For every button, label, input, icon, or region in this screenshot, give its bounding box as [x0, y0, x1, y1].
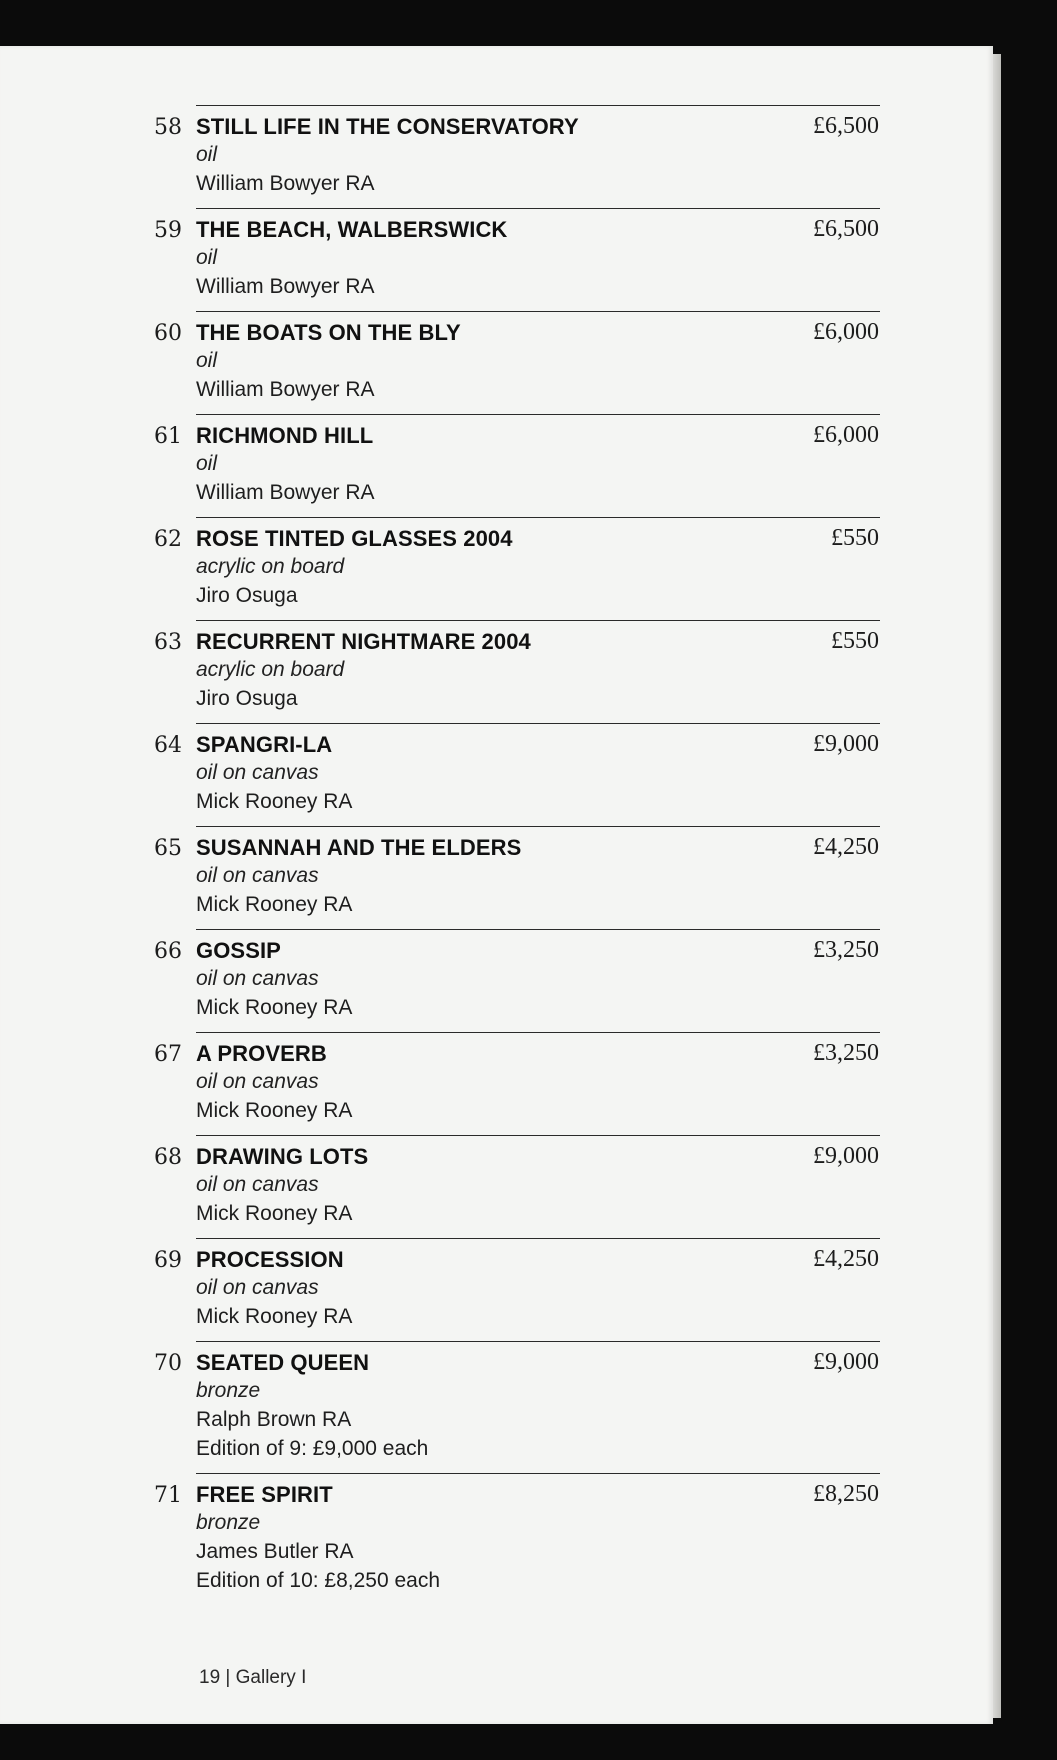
- entry-medium: oil on canvas: [196, 967, 319, 990]
- catalogue-entry: [0, 929, 993, 1032]
- entry-artist: Ralph Brown RA: [196, 1408, 352, 1431]
- entry-medium: bronze: [196, 1379, 261, 1402]
- entry-title: THE BOATS ON THE BLY: [196, 320, 461, 345]
- entry-price: £9,000: [813, 1349, 879, 1375]
- entry-title: RECURRENT NIGHTMARE 2004: [196, 629, 531, 654]
- entry-price: £4,250: [813, 1246, 879, 1272]
- entry-edition: Edition of 10: £8,250 each: [196, 1569, 441, 1592]
- catalogue-entry: [0, 1473, 993, 1604]
- entry-medium: acrylic on board: [196, 658, 345, 681]
- entry-price: £550: [831, 628, 879, 654]
- catalogue-entry: [0, 826, 993, 929]
- catalogue-entry: [0, 105, 993, 208]
- entry-price: £9,000: [813, 731, 879, 757]
- entry-price: £550: [831, 525, 879, 551]
- entry-artist: William Bowyer RA: [196, 481, 375, 504]
- entry-medium: oil on canvas: [196, 1173, 319, 1196]
- catalogue-entry: [0, 311, 993, 414]
- entry-medium: oil: [196, 246, 218, 269]
- catalogue-entry: [0, 1341, 993, 1472]
- entry-medium: oil: [196, 143, 218, 166]
- catalogue-entry: [0, 517, 993, 620]
- entry-artist: Mick Rooney RA: [196, 1202, 353, 1225]
- entry-medium: oil on canvas: [196, 1070, 319, 1093]
- entry-artist: Mick Rooney RA: [196, 1305, 353, 1328]
- divider: [196, 1032, 880, 1033]
- entry-artist: Mick Rooney RA: [196, 1099, 353, 1122]
- entry-number: 69: [154, 1248, 182, 1273]
- entry-artist: James Butler RA: [196, 1540, 354, 1563]
- entry-number: 70: [154, 1351, 182, 1376]
- entry-artist: Jiro Osuga: [196, 584, 298, 607]
- entry-number: 65: [154, 836, 182, 861]
- entry-price: £6,500: [813, 216, 879, 242]
- catalogue-entry: [0, 1238, 993, 1341]
- divider: [196, 1473, 880, 1474]
- catalogue-entry: [0, 620, 993, 723]
- entry-medium: oil: [196, 452, 218, 475]
- entry-title: RICHMOND HILL: [196, 423, 374, 448]
- entry-number: 59: [154, 218, 182, 243]
- entry-price: £9,000: [813, 1143, 879, 1169]
- divider: [196, 723, 880, 724]
- entry-number: 66: [154, 939, 182, 964]
- entry-number: 63: [154, 630, 182, 655]
- entry-title: SUSANNAH AND THE ELDERS: [196, 835, 522, 860]
- entry-title: SPANGRI-LA: [196, 732, 333, 757]
- entry-title: STILL LIFE IN THE CONSERVATORY: [196, 114, 579, 139]
- entry-medium: oil on canvas: [196, 1276, 319, 1299]
- divider: [196, 1238, 880, 1239]
- entry-price: £6,000: [813, 422, 879, 448]
- divider: [196, 517, 880, 518]
- entry-artist: Mick Rooney RA: [196, 893, 353, 916]
- entry-artist: Mick Rooney RA: [196, 996, 353, 1019]
- entry-number: 61: [154, 424, 182, 449]
- entry-number: 60: [154, 321, 182, 346]
- entry-price: £3,250: [813, 1040, 879, 1066]
- entry-number: 62: [154, 527, 182, 552]
- entry-price: £3,250: [813, 937, 879, 963]
- entry-medium: acrylic on board: [196, 555, 345, 578]
- entry-title: THE BEACH, WALBERSWICK: [196, 217, 508, 242]
- entry-artist: Jiro Osuga: [196, 687, 298, 710]
- catalogue-entry: [0, 1032, 993, 1135]
- divider: [196, 105, 880, 106]
- entry-price: £8,250: [813, 1481, 879, 1507]
- entry-number: 71: [154, 1483, 182, 1508]
- entry-number: 67: [154, 1042, 182, 1067]
- entry-title: DRAWING LOTS: [196, 1144, 369, 1169]
- divider: [196, 620, 880, 621]
- divider: [196, 311, 880, 312]
- divider: [196, 414, 880, 415]
- entry-number: 58: [154, 115, 182, 140]
- entry-title: FREE SPIRIT: [196, 1482, 333, 1507]
- entry-medium: bronze: [196, 1511, 261, 1534]
- entry-title: PROCESSION: [196, 1247, 344, 1272]
- entry-edition: Edition of 9: £9,000 each: [196, 1437, 429, 1460]
- divider: [196, 1135, 880, 1136]
- divider: [196, 826, 880, 827]
- entry-title: SEATED QUEEN: [196, 1350, 370, 1375]
- entry-artist: Mick Rooney RA: [196, 790, 353, 813]
- catalogue-entry: [0, 414, 993, 517]
- entry-number: 68: [154, 1145, 182, 1170]
- entry-medium: oil on canvas: [196, 761, 319, 784]
- entry-medium: oil on canvas: [196, 864, 319, 887]
- divider: [196, 208, 880, 209]
- entry-title: GOSSIP: [196, 938, 281, 963]
- page-edge: [993, 54, 1001, 1718]
- divider: [196, 1341, 880, 1342]
- divider: [196, 929, 880, 930]
- entry-price: £6,000: [813, 319, 879, 345]
- catalogue-entry: [0, 723, 993, 826]
- catalogue-entry: [0, 1135, 993, 1238]
- entry-title: ROSE TINTED GLASSES 2004: [196, 526, 513, 551]
- entry-medium: oil: [196, 349, 218, 372]
- catalogue-entry: [0, 208, 993, 311]
- entry-artist: William Bowyer RA: [196, 275, 375, 298]
- entry-number: 64: [154, 733, 182, 758]
- catalogue-page: [0, 46, 993, 1724]
- entry-title: A PROVERB: [196, 1041, 327, 1066]
- entry-artist: William Bowyer RA: [196, 172, 375, 195]
- entry-price: £6,500: [813, 113, 879, 139]
- entry-price: £4,250: [813, 834, 879, 860]
- entry-artist: William Bowyer RA: [196, 378, 375, 401]
- page-footer: 19 | Gallery I: [199, 1667, 307, 1688]
